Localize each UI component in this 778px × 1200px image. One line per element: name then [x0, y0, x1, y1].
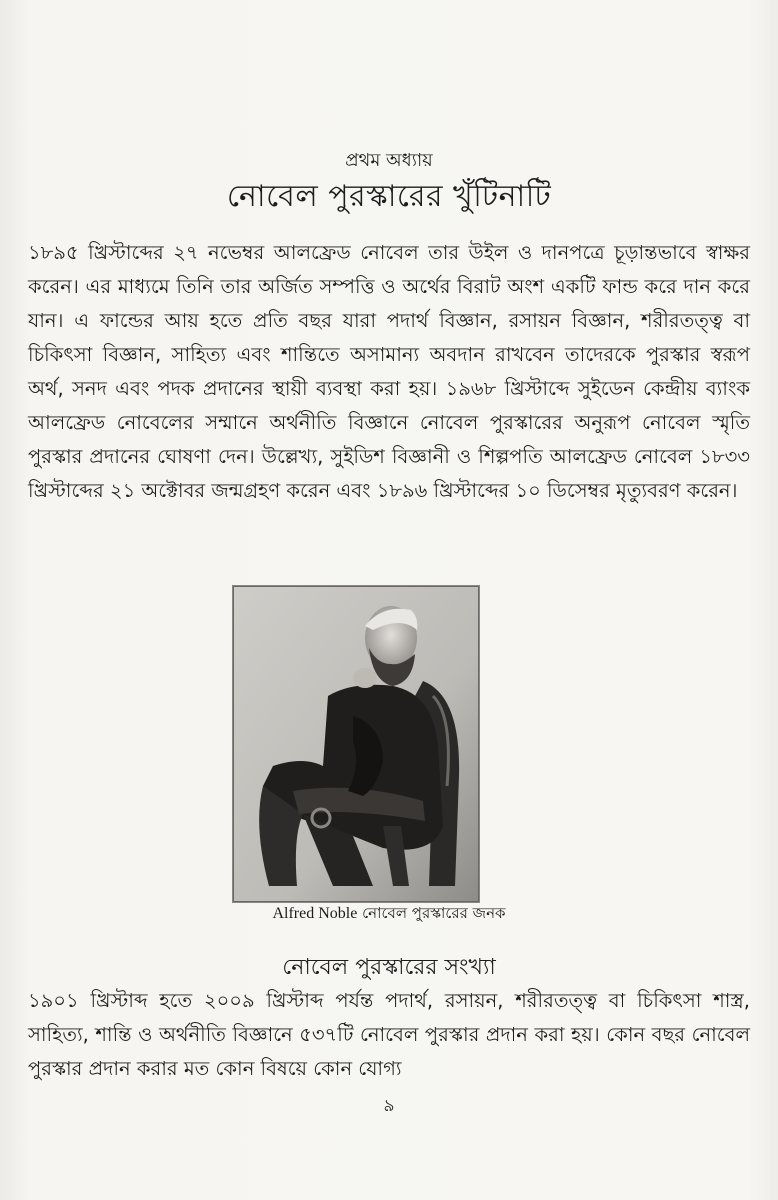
figure-caption	[0, 902, 778, 927]
portrait-photo	[232, 585, 480, 903]
caption-text: নোবেল পুরস্কারের জনক	[362, 904, 506, 922]
paragraph-count: ১৯০১ খ্রিস্টাব্দ হতে ২০০৯ খ্রিস্টাব্দ পর্যন্ত পদার্থ, রসায়ন, শরীরতত্ত্ব বা চিকিৎসা শাস্ত্র, সাহিত্য, শান্তি ও অর্থনীতি বিজ্ঞানে ৫৩৭টি নোবেল পুরস্কার প্রদান করা হয়। কোন বছর নোবেল পুরস্কার প্রদান করার মত কোন বিষয়ে কোন যোগ্য	[28, 989, 750, 1080]
caption-name: Alfred Noble	[272, 905, 358, 922]
section-heading: নোবেল পুরস্কারের সংখ্যা	[282, 955, 496, 980]
chapter-label: প্রথম অধ্যায়	[345, 150, 433, 171]
page-number: ৯	[383, 1096, 395, 1116]
page-title: নোবেল পুরস্কারের খুঁটিনাটি	[226, 179, 552, 214]
paragraph-intro: ১৮৯৫ খ্রিস্টাব্দের ২৭ নভেম্বর আলফ্রেড নোবেল তার উইল ও দানপত্রে চূড়ান্তভাবে স্বাক্ষর করেন। এর মাধ্যমে তিনি তার অর্জিত সম্পত্তি ও অর্থের বিরাট অংশ একটি ফান্ড করে দান করে যান। এ ফান্ডের আয় হতে প্রতি বছর যারা পদার্থ বিজ্ঞান, রসায়ন বিজ্ঞান, শরীরতত্ত্ব বা চিকিৎসা বিজ্ঞান, সাহিত্য এবং শান্তিতে অসামান্য অবদান রাখবেন তাদেরকে পুরস্কার স্বরূপ অর্থ, সনদ এবং পদক প্রদানের স্থায়ী ব্যবস্থা করা হয়। ১৯৬৮ খ্রিস্টাব্দে সুইডেন কেন্দ্রীয় ব্যাংক আলফ্রেড নোবেলের সম্মানে অর্থনীতি বিজ্ঞানে নোবেল পুরস্কারের অনুরূপ নোবেল স্মৃতি পুরস্কার প্রদানের ঘোষণা দেন। উল্লেখ্য, সুইডিশ বিজ্ঞানী ও শিল্পপতি আলফ্রেড নোবেল ১৮৩৩ খ্রিস্টাব্দের ২১ অক্টোবর জন্মগ্রহণ করেন এবং ১৮৯৬ খ্রিস্টাব্দের ১০ ডিসেম্বর মৃত্যুবরণ করেন।	[28, 241, 750, 502]
